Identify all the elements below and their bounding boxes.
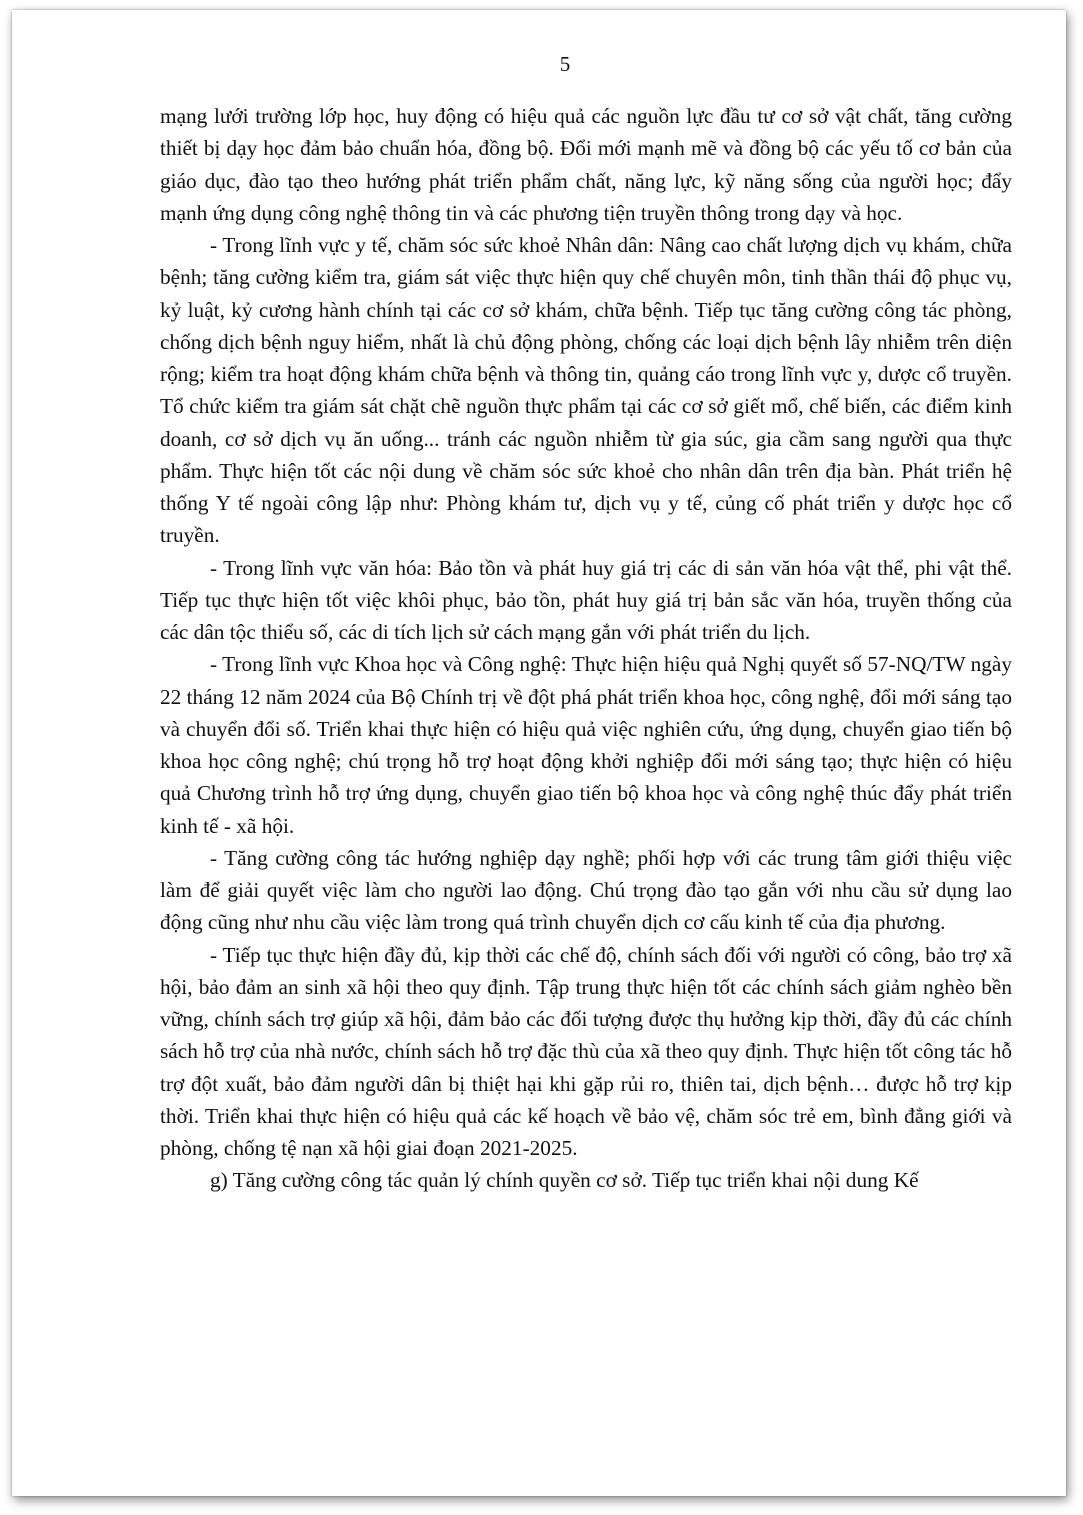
- paragraph-vocational-training: - Tăng cường công tác hướng nghiệp dạy nghề; phối hợp với các trung tâm giới thiệu việc làm để giải quyết việc làm cho người lao động. Chú trọng đào tạo gắn với nhu cầu sử dụng lao động cũng như nhu cầu việc làm trong quá trình chuyển dịch cơ cấu kinh tế của địa phương.: [160, 845, 1012, 935]
- paragraph-education-continuation: mạng lưới trường lớp học, huy động có hiệu quả các nguồn lực đầu tư cơ sở vật chất, tăng cường thiết bị dạy học đảm bảo chuẩn hóa, đồng bộ. Đổi mới mạnh mẽ và đồng bộ các yếu tố cơ bản của giáo dục, đào tạo theo hướng phát triển phẩm chất, năng lực, kỹ năng sống của người học; đẩy mạnh ứng dụng công nghệ thông tin và các phương tiện truyền thông trong dạy và học.: [160, 104, 1012, 225]
- document-body: [160, 100, 1012, 1197]
- paragraph-local-governance: g) Tăng cường công tác quản lý chính quyền cơ sở. Tiếp tục triển khai nội dung Kế: [210, 1168, 919, 1193]
- paragraph-social-welfare: - Tiếp tục thực hiện đầy đủ, kịp thời các chế độ, chính sách đối với người có công, bảo trợ xã hội, bảo đảm an sinh xã hội theo quy định. Tập trung thực hiện tốt các chính sách giảm nghèo bền vững, chính sách trợ giúp xã hội, đảm bảo các đối tượng được thụ hưởng kịp thời, đầy đủ các chính sách hỗ trợ của nhà nước, chính sách hỗ trợ đặc thù của xã theo quy định. Thực hiện tốt công tác hỗ trợ đột xuất, bảo đảm người dân bị thiệt hại khi gặp rủi ro, thiên tai, dịch bệnh… được hỗ trợ kịp thời. Triển khai thực hiện có hiệu quả các kế hoạch về bảo vệ, chăm sóc trẻ em, bình đẳng giới và phòng, chống tệ nạn xã hội giai đoạn 2021-2025.: [160, 942, 1012, 1160]
- paragraph-science-technology: - Trong lĩnh vực Khoa học và Công nghệ: Thực hiện hiệu quả Nghị quyết số 57-NQ/TW ngày 22 tháng 12 năm 2024 của Bộ Chính trị về đột phá phát triển khoa học, công nghệ, đổi mới sáng tạo và chuyển đổi số. Triển khai thực hiện có hiệu quả việc nghiên cứu, ứng dụng, chuyển giao tiến bộ khoa học công nghệ; chú trọng hỗ trợ hoạt động khởi nghiệp đổi mới sáng tạo; thực hiện có hiệu quả Chương trình hỗ trợ ứng dụng, chuyển giao tiến bộ khoa học và công nghệ thúc đẩy phát triển kinh tế - xã hội.: [160, 652, 1012, 838]
- paragraph-culture: - Trong lĩnh vực văn hóa: Bảo tồn và phát huy giá trị các di sản văn hóa vật thể, phi vật thể. Tiếp tục thực hiện tốt việc khôi phục, bảo tồn, phát huy giá trị bản sắc văn hóa, truyền thống của các dân tộc thiểu số, các di tích lịch sử cách mạng gắn với phát triển du lịch.: [160, 555, 1012, 644]
- page-number: 5: [559, 52, 571, 76]
- paragraph-health-care: - Trong lĩnh vực y tế, chăm sóc sức khoẻ Nhân dân: Nâng cao chất lượng dịch vụ khám, chữa bệnh; tăng cường kiểm tra, giám sát việc thực hiện quy chế chuyên môn, tinh thần thái độ phục vụ, kỷ luật, kỷ cương hành chính tại các cơ sở khám, chữa bệnh. Tiếp tục tăng cường công tác phòng, chống dịch bệnh nguy hiểm, nhất là chủ động phòng, chống các loại dịch bệnh lây nhiễm trên diện rộng; kiểm tra hoạt động khám chữa bệnh và thông tin, quảng cáo trong lĩnh vực y, dược cổ truyền. Tổ chức kiểm tra giám sát chặt chẽ nguồn thực phẩm tại các cơ sở giết mổ, chế biến, các điểm kinh doanh, cơ sở dịch vụ ăn uống... tránh các nguồn nhiễm từ gia súc, gia cầm sang người qua thực phẩm. Thực hiện tốt các nội dung về chăm sóc sức khoẻ cho nhân dân trên địa bàn. Phát triển hệ thống Y tế ngoài công lập như: Phòng khám tư, dịch vụ y tế, củng cố phát triển y dược học cổ truyền.: [160, 233, 1012, 548]
